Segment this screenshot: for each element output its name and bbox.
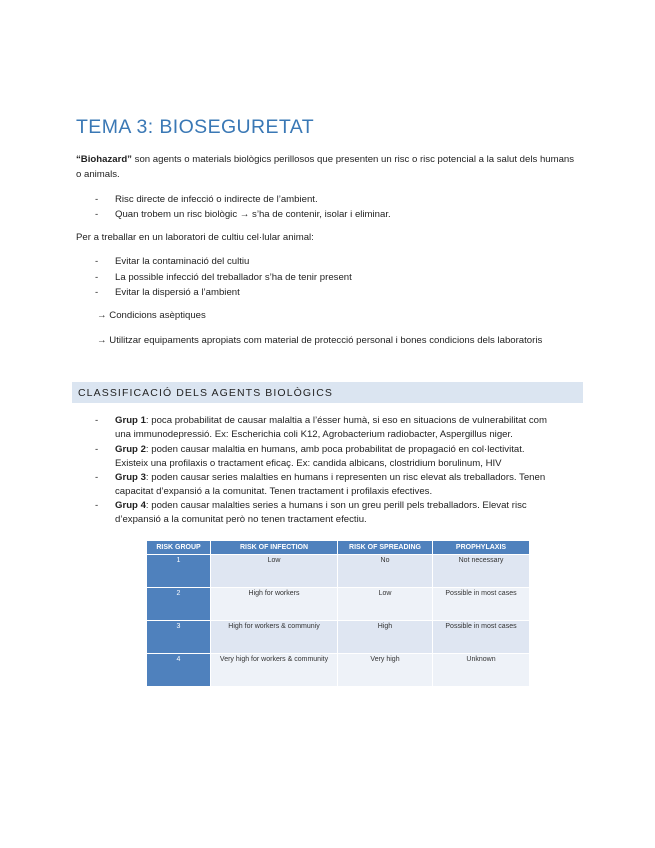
lab-intro: Per a treballar en un laboratori de cultiu cel·lular animal:	[76, 232, 314, 243]
list-item	[95, 255, 575, 271]
group-text: capacitat d’expansió a la comunitat. Tenen tractament i profilaxis efectives.	[115, 486, 433, 498]
table-cell: 2	[147, 588, 211, 621]
table-cell: No	[338, 555, 433, 588]
table-row	[147, 654, 530, 687]
bullet-dash: -	[95, 287, 99, 298]
list-item-text: Evitar la dispersió a l’ambient	[115, 287, 240, 298]
section-title: CLASSIFICACIÓ DELS AGENTS BIOLÒGICS	[78, 387, 333, 399]
list-item	[95, 208, 575, 223]
group-label: Grup 1	[115, 415, 146, 426]
table-row	[147, 588, 530, 621]
table-cell: Very high	[338, 654, 433, 687]
table-cell: 3	[147, 621, 211, 654]
list-item	[95, 193, 575, 208]
list-item-text: Risc directe de infecció o indirecte de l’ambient.	[115, 194, 318, 205]
lab-list	[95, 255, 575, 300]
list-item	[95, 271, 575, 287]
group-1-item	[95, 414, 565, 442]
table-row	[147, 621, 530, 654]
group-3-item	[95, 471, 565, 499]
list-item	[95, 286, 575, 302]
table-cell: 1	[147, 555, 211, 588]
bullet-dash: -	[95, 194, 99, 205]
table-cell: Low	[338, 588, 433, 621]
column-header: RISK GROUP	[147, 541, 211, 555]
group-text: : poca probabilitat de causar malaltia a l’ésser humà, si eso en situacions de vulnerabilitat com	[145, 415, 547, 426]
table-cell: High	[338, 621, 433, 654]
group-label: Grup 2	[115, 444, 146, 455]
biohazard-definition	[76, 153, 576, 182]
group-4-item	[95, 499, 565, 527]
column-header: RISK OF INFECTION	[211, 541, 338, 555]
aseptic-conditions: → Condicions asèptiques	[97, 310, 206, 321]
table-cell: Unknown	[433, 654, 530, 687]
biohazard-term: “Biohazard”	[76, 154, 132, 165]
table-cell: High for workers	[211, 588, 338, 621]
risk-list	[95, 193, 575, 223]
column-header: RISK OF SPREADING	[338, 541, 433, 555]
group-label: Grup 3	[115, 472, 146, 483]
group-text: : poden causar malalties series a humans i son un greu perill pels treballadors. Elevat risc	[145, 500, 527, 511]
bullet-dash: -	[95, 208, 99, 220]
bullet-dash: -	[95, 472, 99, 483]
table-header-row	[147, 541, 530, 555]
table-cell: Not necessary	[433, 555, 530, 588]
list-item-text: La possible infecció del treballador s’ha de tenir present	[115, 271, 352, 283]
protective-equipment: → Utilitzar equipaments apropiats com material de protecció personal i bones condicions dels laboratoris	[97, 335, 543, 346]
group-text: : poden causar malaltia en humans, amb poca probabilitat de propagació en col·lectivitat.	[145, 444, 525, 455]
table-cell: Possible in most cases	[433, 621, 530, 654]
bullet-dash: -	[95, 271, 99, 283]
bullet-dash: -	[95, 415, 99, 426]
table-cell: Low	[211, 555, 338, 588]
table-cell: 4	[147, 654, 211, 687]
group-text: : poden causar series malalties en humans i representen un risc elevat als treballadors. Tenen	[145, 472, 546, 483]
table-cell: Very high for workers & community	[211, 654, 338, 687]
bullet-dash: -	[95, 500, 99, 511]
list-item-text: Quan trobem un risc biològic → s’ha de contenir, isolar i eliminar.	[115, 208, 391, 220]
table-cell: Possible in most cases	[433, 588, 530, 621]
biohazard-text: son agents o materials biològics perillosos que presenten un risc o risc potencial a la salut dels humans o animals.	[76, 154, 575, 180]
group-label: Grup 4	[115, 500, 146, 511]
page-title: TEMA 3: BIOSEGURETAT	[76, 116, 315, 138]
table-row	[147, 555, 530, 588]
group-text: Existeix una profilaxis o tractament eficaç. Ex: candida albicans, clostridium borulinum, HIV	[115, 458, 502, 470]
risk-group-table	[146, 540, 530, 687]
column-header: PROPHYLAXIS	[433, 541, 530, 555]
group-text: d’expansió a la comunitat però no tenen tractament efectiu.	[115, 514, 367, 526]
list-item-text: Evitar la contaminació del cultiu	[115, 256, 250, 267]
group-text: una immunodepressió. Ex: Escherichia coli K12, Agrobacterium radiobacter, Aspergillus niger.	[115, 429, 513, 441]
table-cell: High for workers & communiy	[211, 621, 338, 654]
bullet-dash: -	[95, 444, 99, 455]
bullet-dash: -	[95, 256, 99, 267]
group-2-item	[95, 443, 565, 471]
